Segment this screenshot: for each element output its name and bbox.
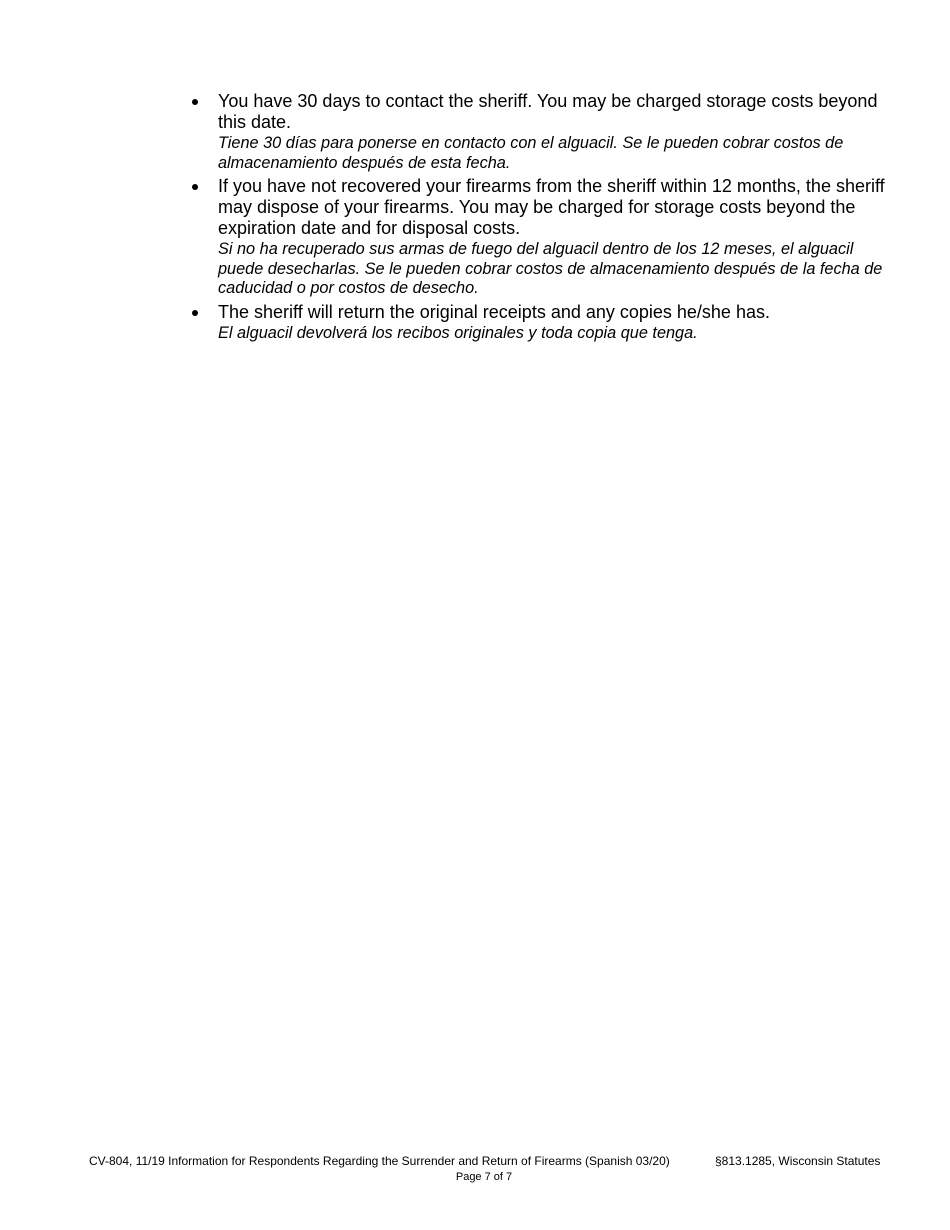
- english-text: If you have not recovered your firearms from the sheriff within 12 months, the sheriff may dispose of your firearms. You may be charged for storage costs beyond the expiration date and for disposal costs.: [218, 176, 885, 238]
- spanish-text: Si no ha recuperado sus armas de fuego del alguacil dentro de los 12 meses, el alguacil puede desecharlas. Se le pueden cobrar costos de almacenamiento después de la fecha de caducidad o por costos de desecho.: [218, 240, 883, 297]
- bullet-icon: [192, 184, 198, 190]
- instruction-list: [190, 91, 890, 346]
- spanish-text: El alguacil devolverá los recibos originales y toda copia que tenga.: [218, 323, 698, 342]
- statute-reference: §813.1285, Wisconsin Statutes: [715, 1154, 881, 1168]
- list-item: [190, 91, 890, 173]
- page-footer: [0, 1154, 950, 1183]
- english-text: The sheriff will return the original receipts and any copies he/she has.: [218, 301, 770, 322]
- list-item: [190, 302, 890, 344]
- page-number: Page 7 of 7: [455, 1171, 513, 1183]
- bullet-icon: [192, 99, 198, 105]
- list-item: [190, 176, 890, 299]
- bullet-icon: [192, 310, 198, 316]
- footer-line: [0, 1154, 950, 1170]
- form-info: CV-804, 11/19 Information for Respondents Regarding the Surrender and Return of Firearms (Spanish 03/20): [89, 1154, 670, 1168]
- english-text: You have 30 days to contact the sheriff. You may be charged storage costs beyond this date.: [218, 91, 878, 132]
- spanish-text: Tiene 30 días para ponerse en contacto con el alguacil. Se le pueden cobrar costos de almacenamiento después de esta fecha.: [218, 134, 844, 172]
